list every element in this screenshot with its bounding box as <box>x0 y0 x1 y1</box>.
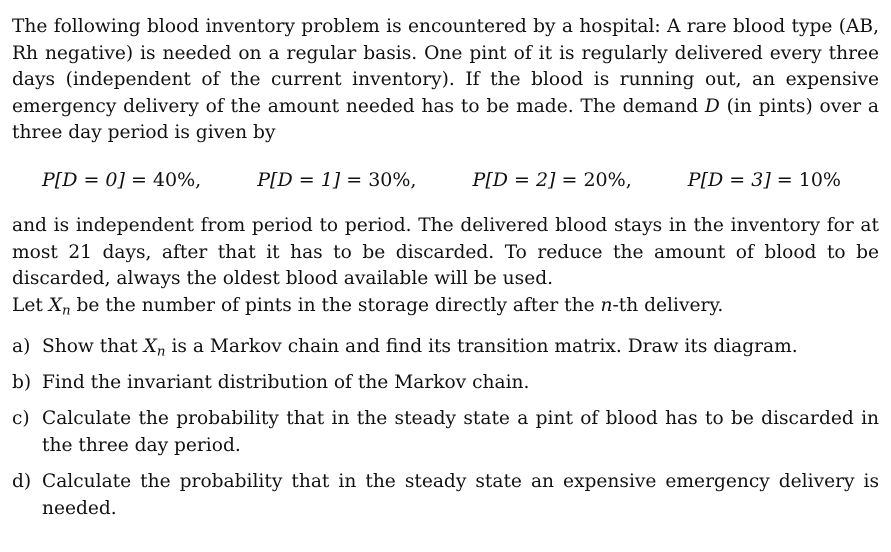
let-paragraph <box>12 293 879 320</box>
task-a <box>12 333 879 360</box>
prob-d-0-rhs: = 40%, <box>124 168 202 191</box>
prob-d-2-rhs: = 20%, <box>555 168 632 191</box>
task-b-text: Find the invariant distribution of the Markov chain. <box>42 372 530 394</box>
task-list <box>12 333 879 522</box>
task-b <box>12 369 879 396</box>
prob-d-0-lhs: P[D = 0] <box>42 168 125 191</box>
task-a-post: is a Markov chain and find its transition matrix. Draw its diagram. <box>165 336 798 358</box>
task-c-letter: c) <box>12 408 30 430</box>
let-variable-subscript: n <box>61 303 71 319</box>
task-d <box>12 468 879 522</box>
task-a-variable-subscript: n <box>156 344 166 360</box>
intro-paragraph <box>12 14 879 147</box>
let-variable: X <box>48 294 62 316</box>
let-middle: be the number of pints in the storage directly after the <box>70 294 601 316</box>
task-a-letter: a) <box>12 336 31 358</box>
let-n: n <box>600 294 613 316</box>
task-d-letter: d) <box>12 471 32 493</box>
task-c <box>12 405 879 459</box>
let-suffix: -th delivery. <box>612 294 724 316</box>
let-prefix: Let <box>12 294 49 316</box>
task-a-pre: Show that <box>42 336 144 358</box>
independence-paragraph: and is independent from period to period. The delivered blood stays in the inventory for at most 21 days, after that it has to be discarded. To reduce the amount of blood to be discarded, always the oldest blood available will be used. <box>12 214 879 290</box>
demand-symbol: D <box>704 95 720 117</box>
prob-d-3 <box>688 167 841 193</box>
intro-text: The following blood inventory problem is encountered by a hospital: A rare blood type (AB, Rh negative) is needed on a regular basis. One pint of it is regularly delivered every three days (independent of the current inventory). If the blood is running out, an expensive emergency delivery of the amount needed has to be made. The demand <box>12 16 879 117</box>
prob-d-2-lhs: P[D = 2] <box>472 168 556 191</box>
prob-d-3-rhs: = 10% <box>770 168 841 191</box>
prob-d-2 <box>473 167 632 193</box>
prob-d-0 <box>42 167 201 193</box>
task-a-variable: X <box>143 336 157 358</box>
prob-d-1-rhs: = 30%, <box>340 168 417 191</box>
task-d-text: Calculate the probability that in the steady state an expensive emergency delivery is needed. <box>42 471 879 520</box>
prob-d-1-lhs: P[D = 1] <box>257 168 341 191</box>
task-c-text: Calculate the probability that in the steady state a pint of blood has to be discarded in the three day period. <box>42 408 879 457</box>
prob-d-3-lhs: P[D = 3] <box>687 168 771 191</box>
demand-distribution <box>42 167 841 193</box>
prob-d-1 <box>257 167 416 193</box>
intro-tail-text: (in pints) over a three day period is given by <box>12 95 879 144</box>
task-b-letter: b) <box>12 372 32 394</box>
task-a-text <box>42 333 879 360</box>
